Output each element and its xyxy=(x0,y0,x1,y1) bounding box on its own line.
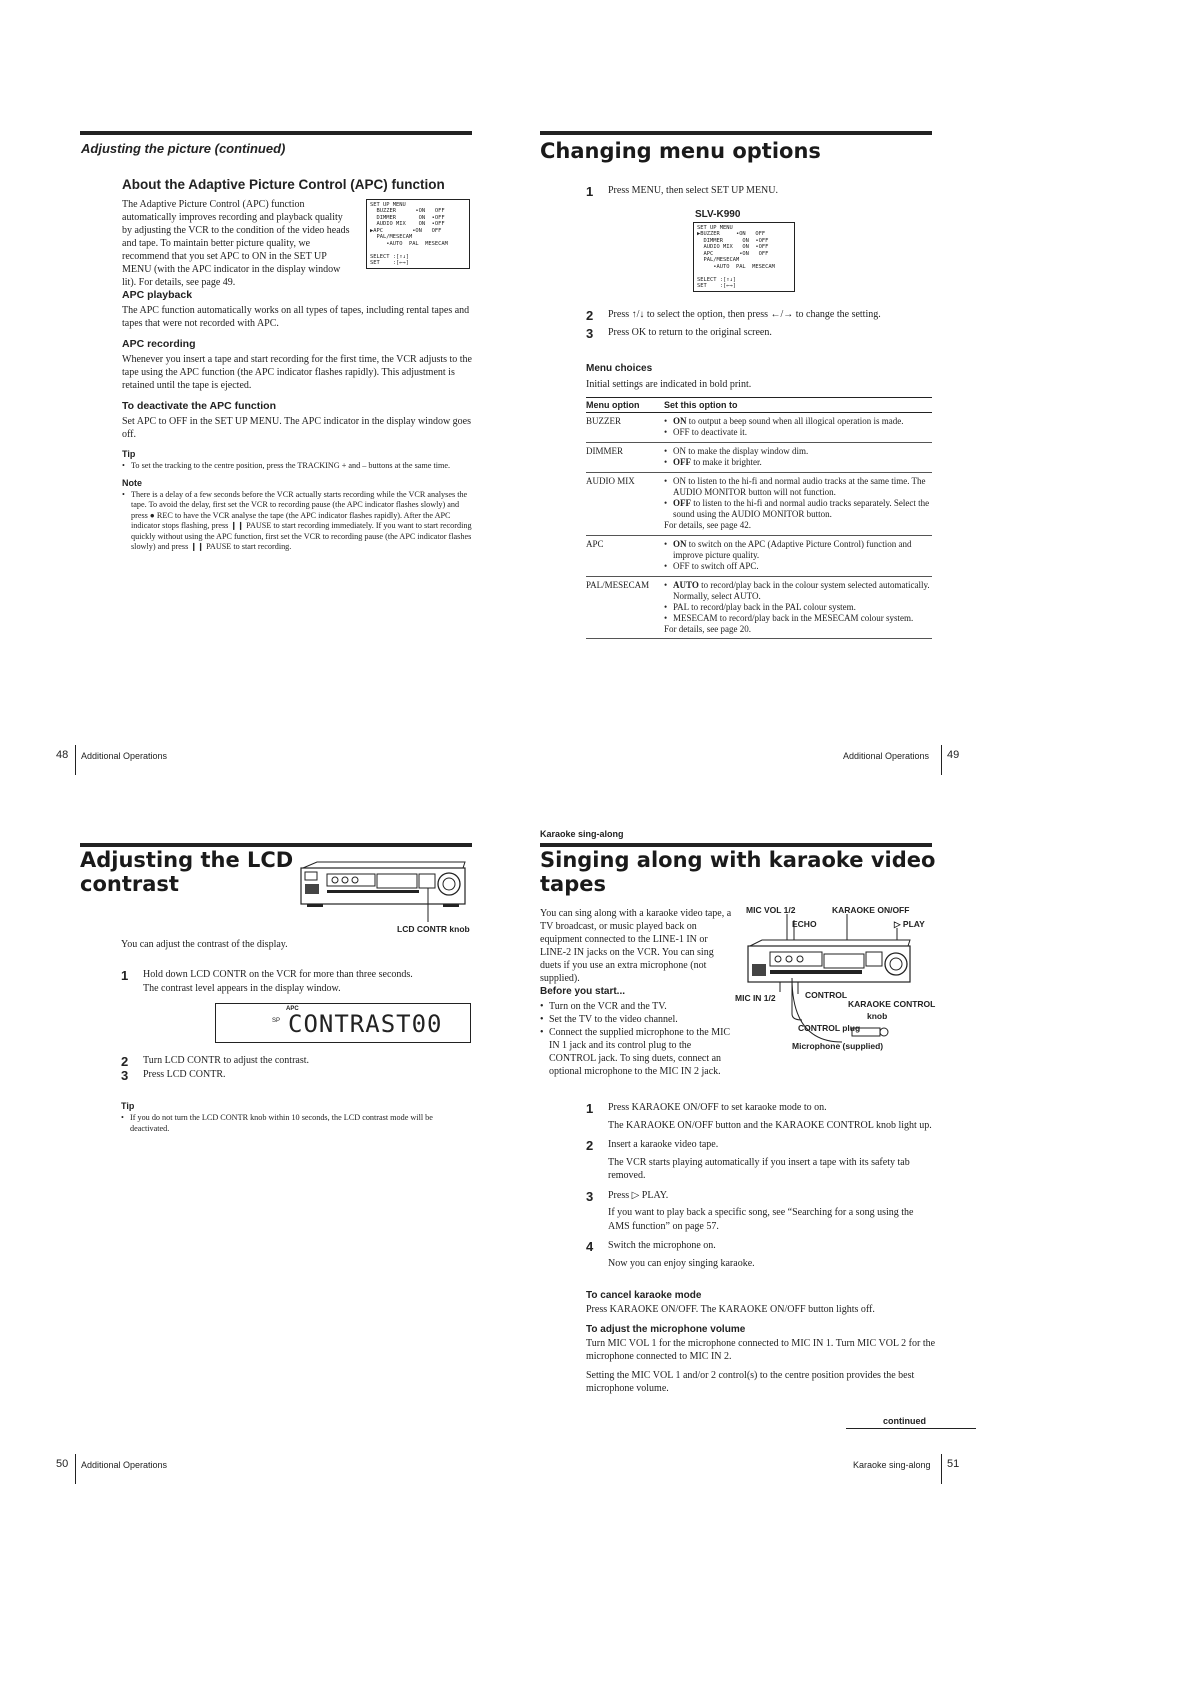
footer-label: Additional Operations xyxy=(81,1460,168,1470)
display-contrast: CONTRAST00 xyxy=(288,1010,443,1038)
page-title xyxy=(80,848,293,896)
apc-playback-title: APC playback xyxy=(122,289,193,301)
step-number: 2 xyxy=(586,1138,594,1153)
menu-option-name: DIMMER xyxy=(586,442,664,472)
menu-option-row xyxy=(586,442,932,472)
footer-divider xyxy=(941,1454,942,1484)
karaoke-steps xyxy=(586,1101,936,1270)
display-apc: APC xyxy=(286,1006,299,1012)
col-menu-option: Menu option xyxy=(586,398,664,413)
apc-intro: The Adaptive Picture Control (APC) function automatically improves recording and playback quality by adjusting the VCR to the condition of the video heads and tape. To maintain better picture quality, we recommend that you set APC to ON in the SET UP MENU (with the APC indicator in the display window lit). For details, see page 49. xyxy=(122,199,350,288)
step-text: Switch the microphone on. xyxy=(608,1240,716,1251)
menu-option-settings xyxy=(664,472,932,535)
continued-label: continued xyxy=(883,1416,926,1426)
step-detail: The KARAOKE ON/OFF button and the KARAOKE CONTROL knob light up. xyxy=(608,1119,932,1131)
section-title: About the Adaptive Picture Control (APC) function xyxy=(122,177,445,192)
setting-item: • AUTO to record/play back in the colour system selected automatically. Normally, select AUTO. xyxy=(664,580,932,602)
running-head: Karaoke sing-along xyxy=(540,829,624,839)
before-list xyxy=(540,1000,735,1078)
step xyxy=(586,1138,936,1183)
setup-menu-screen: SET UP MENU BUZZER •ON OFF DIMMER ON •OFF AUDIO MIX ON •OFF ▶APC •ON OFF PAL/MESECAM •AUTO PAL MESECAM SELECT :[↑↓] SET :[←→] xyxy=(366,199,470,269)
title-line-1: Singing along with karaoke video xyxy=(540,848,936,872)
note-label: Note xyxy=(122,477,142,488)
setting-item: • ON to switch on the APC (Adaptive Picture Control) function and improve picture quality. xyxy=(664,539,932,561)
menu-option-settings xyxy=(664,576,932,639)
setting-item: • PAL to record/play back in the PAL colour system. xyxy=(664,602,932,613)
intro-text: You can adjust the contrast of the display. xyxy=(121,939,288,950)
label-echo: ECHO xyxy=(792,919,817,929)
page-title: Changing menu options xyxy=(540,139,821,163)
step-number: 4 xyxy=(586,1239,594,1254)
menu-option-name: BUZZER xyxy=(586,413,664,443)
footer-label: Additional Operations xyxy=(81,751,168,761)
title-line-2: tapes xyxy=(540,872,606,896)
label-karaoke-control: KARAOKE CONTROL xyxy=(848,999,936,1009)
vcr-front-illustration xyxy=(297,860,469,922)
step xyxy=(586,1101,936,1132)
setting-item: • OFF to make it brighter. xyxy=(664,457,932,468)
page-number: 51 xyxy=(947,1458,960,1470)
knob-label: LCD CONTR knob xyxy=(397,924,470,934)
list-item: • Connect the supplied microphone to the MIC IN 1 jack and its control plug to the CONTROL jack. To sing duets, connect an optional microphone to the MIC IN 2 jack. xyxy=(540,1026,735,1078)
step xyxy=(586,1239,936,1270)
step-detail: If you want to play back a specific song, see “Searching for a song using the AMS function” on page 57. xyxy=(608,1207,914,1232)
step-text: Press ▷ PLAY. xyxy=(608,1189,669,1201)
setting-reference: For details, see page 20. xyxy=(664,623,751,634)
adjust-text: Turn MIC VOL 1 for the microphone connected to MIC IN 1. Turn MIC VOL 2 for the microphone connected to MIC IN 2. xyxy=(586,1338,936,1362)
label-mic-vol: MIC VOL 1/2 xyxy=(746,905,796,915)
setting-item: • OFF to switch off APC. xyxy=(664,561,932,572)
step-text: Press KARAOKE ON/OFF to set karaoke mode to on. xyxy=(608,1102,827,1113)
title-line-2: contrast xyxy=(80,872,179,896)
step-number: 3 xyxy=(586,1188,594,1204)
label-control-plug: CONTROL plug xyxy=(798,1023,861,1033)
deactivate-text: Set APC to OFF in the SET UP MENU. The APC indicator in the display window goes off. xyxy=(122,416,471,440)
label-control: CONTROL xyxy=(805,990,848,1000)
setting-item: • ON to listen to the hi-fi and normal audio tracks at the same time. The AUDIO MONITOR button will not function. xyxy=(664,476,932,498)
menu-choices-intro: Initial settings are indicated in bold print. xyxy=(586,379,752,390)
menu-option-row xyxy=(586,535,932,576)
setting-reference: For details, see page 42. xyxy=(664,519,751,530)
model-label: SLV-K990 xyxy=(695,209,741,220)
tip-label: Tip xyxy=(121,1101,135,1111)
menu-option-name: PAL/MESECAM xyxy=(586,576,664,639)
page-number: 49 xyxy=(947,749,960,761)
intro-text: You can sing along with a karaoke video tape, a TV broadcast, or music played back on equipment connected to the LINE-1 IN or LINE-2 IN jacks on the VCR. You can sing duets if you use an extra microphone (not supplied). xyxy=(540,908,732,984)
footer-divider xyxy=(941,745,942,775)
menu-option-row xyxy=(586,413,932,443)
page-title xyxy=(540,848,935,896)
menu-option-settings xyxy=(664,413,932,443)
footer-divider xyxy=(75,745,76,775)
step-1-sub: The contrast level appears in the display window. xyxy=(143,982,341,994)
list-item: • Turn on the VCR and the TV. xyxy=(540,1000,735,1013)
step-2-text: Turn LCD CONTR to adjust the contrast. xyxy=(143,1055,310,1066)
setting-item: • ON to output a beep sound when all illogical operation is made. xyxy=(664,416,932,427)
page-number: 50 xyxy=(56,1458,69,1470)
menu-option-name: AUDIO MIX xyxy=(586,472,664,535)
top-rule xyxy=(540,843,932,847)
label-mic-in: MIC IN 1/2 xyxy=(735,993,776,1003)
tip-label: Tip xyxy=(122,449,136,459)
display-sp: SP xyxy=(272,1018,281,1024)
footer-divider xyxy=(75,1454,76,1484)
menu-option-name: APC xyxy=(586,535,664,576)
cancel-text: Press KARAOKE ON/OFF. The KARAOKE ON/OFF button lights off. xyxy=(586,1304,875,1315)
step xyxy=(586,1189,936,1234)
setting-item: • MESECAM to record/play back in the MESECAM colour system. xyxy=(664,613,932,624)
footer-label: Additional Operations xyxy=(843,751,930,761)
col-set-option: Set this option to xyxy=(664,398,932,413)
menu-options-table xyxy=(586,397,932,639)
label-karaoke-onoff: KARAOKE ON/OFF xyxy=(832,905,910,915)
deactivate-title: To deactivate the APC function xyxy=(122,400,277,412)
list-item: • Set the TV to the video channel. xyxy=(540,1013,735,1026)
apc-playback-text: The APC function automatically works on all types of tapes, including rental tapes and tapes that were not recorded with APC. xyxy=(122,305,470,329)
adjust-title: To adjust the microphone volume xyxy=(586,1324,746,1335)
page-number: 48 xyxy=(56,749,69,761)
top-rule xyxy=(540,131,932,135)
top-rule xyxy=(80,131,472,135)
title-line-1: Adjusting the LCD xyxy=(80,848,294,872)
menu-option-settings xyxy=(664,442,932,472)
menu-option-row xyxy=(586,576,932,639)
step-number: 1 xyxy=(586,184,594,199)
apc-recording-title: APC recording xyxy=(122,338,196,350)
setting-item: • OFF to listen to the hi-fi and normal audio tracks separately. Select the sound using the AUDIO MONITOR button. xyxy=(664,498,932,520)
step-detail: Now you can enjoy singing karaoke. xyxy=(608,1257,755,1269)
tip-text: • To set the tracking to the centre position, press the TRACKING + and – buttons at the same time. xyxy=(122,461,472,472)
step-1-text: Press MENU, then select SET UP MENU. xyxy=(608,185,778,196)
label-microphone: Microphone (supplied) xyxy=(792,1041,884,1051)
running-head: Adjusting the picture (continued) xyxy=(81,141,286,156)
step-1-text: Hold down LCD CONTR on the VCR for more than three seconds. xyxy=(143,969,413,980)
footer-label: Karaoke sing-along xyxy=(853,1460,931,1470)
step-3-text: Press LCD CONTR. xyxy=(143,1068,226,1080)
step-number: 1 xyxy=(586,1101,594,1116)
step-2-text: Press ↑/↓ to select the option, then press ←/→ to change the setting. xyxy=(608,309,881,320)
label-knob: knob xyxy=(867,1011,888,1021)
setting-item: • OFF to deactivate it. xyxy=(664,427,932,438)
top-rule xyxy=(80,843,472,847)
adjust-text-2: Setting the MIC VOL 1 and/or 2 control(s) to the centre position provides the best microphone volume. xyxy=(586,1370,915,1394)
note-text: • There is a delay of a few seconds before the VCR actually starts recording while the VCR analyses the tape. To avoid the delay, first set the VCR to recording pause (the APC indicator flashes slowly) and press ● REC to have the VCR analyse the tape (the APC indicator flashes rapidly). After the APC indicator stops flashing, press ❙❙ PAUSE to start recording immediately. If you want to start recording quickly without using the APC function, first set the VCR to recording pause (the APC indicator flashes slowly) and press ❙❙ PAUSE to start recording. xyxy=(122,490,472,553)
continued-rule xyxy=(846,1428,976,1429)
label-play: ▷ PLAY xyxy=(894,919,925,929)
menu-option-row xyxy=(586,472,932,535)
lcd-display xyxy=(215,1003,471,1043)
menu-option-settings xyxy=(664,535,932,576)
setting-item: • ON to make the display window dim. xyxy=(664,446,932,457)
menu-choices-title: Menu choices xyxy=(586,363,653,374)
step-detail: The VCR starts playing automatically if you insert a tape with its safety tab removed. xyxy=(608,1156,910,1181)
cancel-title: To cancel karaoke mode xyxy=(586,1290,702,1301)
apc-recording-text: Whenever you insert a tape and start recording for the first time, the VCR adjusts to the tape using the APC function (the APC indicator flashes rapidly). This adjustment is retained until the tape is ejected. xyxy=(122,354,472,391)
tip-text: • If you do not turn the LCD CONTR knob within 10 seconds, the LCD contrast mode will be deactivated. xyxy=(121,1113,471,1134)
before-title: Before you start... xyxy=(540,986,626,997)
step-text: Insert a karaoke video tape. xyxy=(608,1139,719,1150)
step-3-text: Press OK to return to the original screen. xyxy=(608,326,772,338)
setup-menu-screen: SET UP MENU ▶BUZZER •ON OFF DIMMER ON •OFF AUDIO MIX ON •OFF APC •ON OFF PAL/MESECAM •AUTO PAL MESECAM SELECT :[↑↓] SET :[←→] xyxy=(693,222,795,292)
